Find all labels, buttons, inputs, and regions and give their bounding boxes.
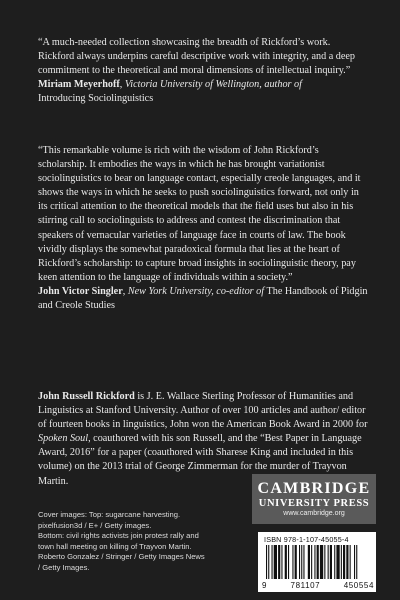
endorsement-quote: “A much-needed collection showcasing the breadth of Rickford’s work. Rickford always underpins careful descriptive work with integrity, and a deep commitment to the theoretical and moral dimensions of intellectual inquiry.” <box>38 37 356 77</box>
comma-separator: , <box>122 285 128 297</box>
endorser-role: , author of <box>259 79 302 91</box>
barcode-bar <box>330 545 332 579</box>
barcode-bar <box>288 545 289 579</box>
barcode-bar <box>301 545 302 579</box>
barcode-bar <box>268 545 269 579</box>
publisher-name: CAMBRIDGE <box>257 480 371 497</box>
endorser-work: The Handbook of Pidgin and Creole Studies <box>38 285 368 312</box>
comma-separator: , <box>119 79 125 91</box>
credit-bottom: Bottom: civil rights activists join protest rally and town hall meeting on killing of Trayvon Martin. Roberto Gonzalez / Stringer / Getty Images News / Getty Images. <box>38 531 205 572</box>
barcode-digits <box>262 581 374 590</box>
barcode-bar <box>346 545 348 579</box>
barcode-bar <box>354 545 355 579</box>
barcode-bar <box>278 545 280 579</box>
endorsement-attribution <box>38 78 368 92</box>
publisher-url: www.cambridge.org <box>283 510 345 517</box>
barcode-digit-group: 450554 <box>343 581 374 590</box>
endorsement-singler <box>38 144 368 313</box>
barcode-bar <box>336 545 339 579</box>
barcode-bars <box>266 545 370 579</box>
author-name: John Russell Rickford <box>38 391 135 402</box>
barcode-bar <box>299 545 300 579</box>
barcode-bar <box>266 545 267 579</box>
barcode-bar <box>292 545 293 579</box>
barcode-bar <box>317 545 319 579</box>
endorser-name: Miriam Meyerhoff <box>38 79 120 91</box>
endorser-name: John Victor Singler <box>38 285 123 297</box>
barcode-bar <box>343 545 345 579</box>
barcode-bar <box>324 545 325 579</box>
bio-text-2: , coauthored with his son Russell, and the “Best Paper in Language Award, 2016” for a paper (coauthored with Sharese King and included in this volume) on the 2013 trial of George Zimmerman for the murder of Trayvon Martin. <box>38 433 362 487</box>
barcode-bar <box>281 545 282 579</box>
endorsement-quote: “This remarkable volume is rich with the wisdom of John Rickford’s scholarship. It embodies the ways in which he has brought variationist sociolinguistics to bear on language contact, especially creole languages, and it shows the ways in which he seeks to push sociolinguistics forward, not only in its critical attention to the theoretical models that the field uses but also in his stirring call to sociolinguists to address and contest the discrimination that speakers of vernacular varieties of language face in courts of law. The book vividly displays the somewhat paradoxical formula that lies at the heart of Rickford’s scholarship: to capture broad insights in sociolinguistic theory, pay keen attention to the language of individuals within a society.” <box>38 145 361 283</box>
endorsement-attribution <box>38 285 368 313</box>
endorser-work: Introducing Sociolinguistics <box>38 93 154 105</box>
isbn-barcode <box>258 532 376 592</box>
barcode-bar <box>295 545 297 579</box>
cover-image-credits <box>38 510 208 574</box>
barcode-bar <box>272 545 273 579</box>
credit-top: Cover images: Top: sugarcane harvesting. pixelfusion3d / E+ / Getty images. <box>38 510 181 530</box>
endorser-role: , co-editor of <box>211 285 265 297</box>
bio-text-1: is J. E. Wallace Sterling Professor of Humanities and Linguistics at Stanford University. Author of over 100 articles and author/ editor of fourteen books in linguistics, John won the American Book Award in 2000 for <box>38 391 368 431</box>
endorser-institution: Victoria University of Wellington <box>124 79 260 91</box>
barcode-bar <box>334 545 335 579</box>
barcode-bar <box>308 545 310 579</box>
barcode-bar <box>303 545 304 579</box>
barcode-bar <box>341 545 342 579</box>
barcode-bar <box>285 545 287 579</box>
endorsement-meyerhoff <box>38 36 368 106</box>
barcode-bar <box>274 545 277 579</box>
barcode-bar <box>350 545 351 579</box>
publisher-subname: UNIVERSITY PRESS <box>258 498 370 509</box>
barcode-digit-group: 9 <box>262 581 268 590</box>
barcode-bar <box>356 545 357 579</box>
barcode-bar <box>311 545 312 579</box>
barcode-digit-group: 781107 <box>290 581 321 590</box>
barcode-bar <box>320 545 323 579</box>
barcode-bar <box>314 545 315 579</box>
isbn-label: ISBN 978-1-107-45055-4 <box>264 535 349 544</box>
award-book-title: Spoken Soul <box>38 433 89 445</box>
publisher-logo <box>252 474 376 524</box>
endorser-institution: New York University <box>127 285 212 297</box>
barcode-bar <box>328 545 329 579</box>
